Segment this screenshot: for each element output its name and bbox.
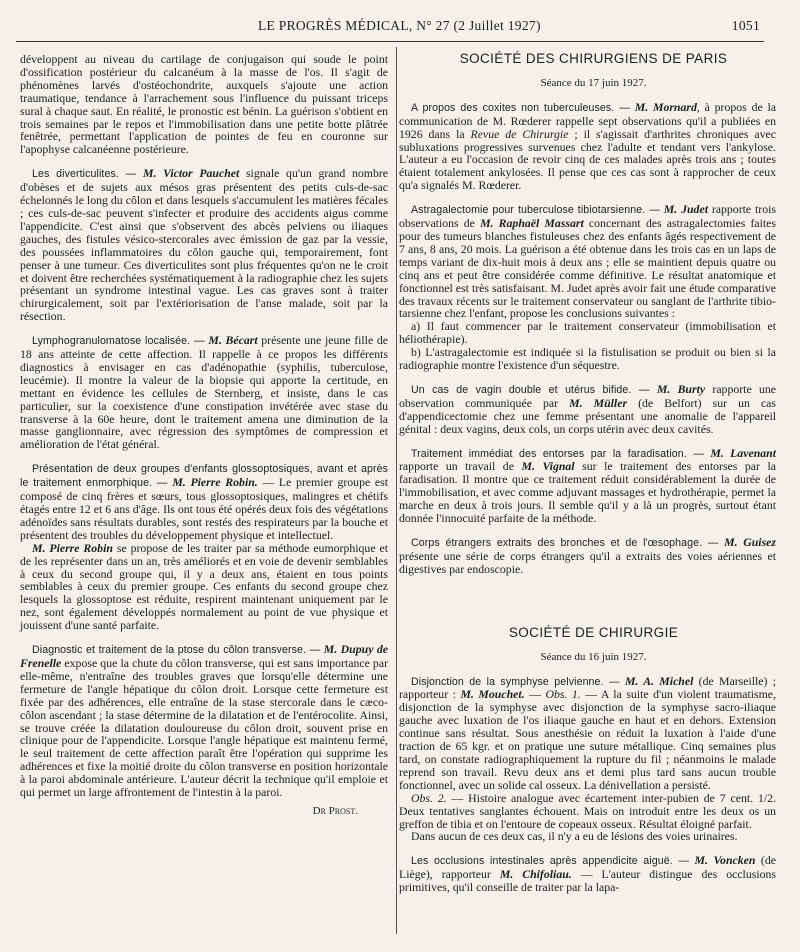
author-name: M. Müller [569, 395, 628, 410]
section-date: Séance du 16 juin 1927. [540, 650, 647, 663]
paragraph-text: — L'auteur distingue des occlusions primitives, qu'il conseille de traiter par la lapa- [399, 867, 776, 895]
section-title-societe-chirurgie: SOCIÉTÉ DE CHIRURGIE [508, 624, 679, 640]
author-name: M. Burty [656, 381, 706, 396]
author-name: M. Pierre Robin. [172, 475, 258, 490]
paragraph-text: sur le traitement des entorses par la faradisation. Il montre que ce traitement réduit considérablement la durée de l'immobilisation, et avec comme adjuvant massages et hydrothérapie, permet la marche en deux à trois jours. Il semble qu'il y a là un progrès, surtout étant donnée l'innocuité parfaite de la méthode. [399, 459, 776, 526]
paragraph-text: — Histoire analogue avec écartement inter-pubien de 7 cent. 1/2. Deux tentatives sanglantes échouent. Mais on introduit entre les deux os un greffon de tibia et on l'entoure de copeaux osseux. Résultat éloigné parfait. [399, 790, 776, 831]
paragraph-lead: Les diverticulites. — [32, 168, 137, 181]
author-name: M. Judet [663, 202, 708, 217]
author-name: M. Victor Pauchet [143, 166, 240, 181]
paragraph-disjonction [399, 675, 776, 792]
paragraph-ptose-colon [20, 643, 388, 799]
author-name: M. Voncken [694, 853, 756, 868]
paragraph-text: se propose de les traiter par sa méthode eumorphique et de les représenter dans un an, très améliorés et en voie de devenir semblables à ceux du second groupe qui, il y a deux ans, étaient en tous points semblables à ceux du premier groupe. Ces enfants du second groupe chez lesquels la glossoptose est réduite, respirent maintenant uniquement par le nez, sont également développés normalement au point de vue physique et jouissent d'une santé parfaite. [20, 540, 389, 633]
paragraph-text: (de Liège), rapporteur [399, 853, 776, 882]
paragraph-text: rapporte une observation communiquée par [399, 381, 777, 410]
author-name: M. Bécart [208, 333, 258, 348]
paragraph-lead: Un cas de vagin double et utérus bifide. — [411, 383, 650, 396]
section-title-chirurgiens-paris: SOCIÉTÉ DES CHIRURGIENS DE PARIS [459, 51, 728, 66]
paragraph-text: rapporte trois observations de [399, 202, 776, 231]
running-header [0, 16, 800, 38]
column-divider [396, 47, 397, 934]
paragraph-text: expose que la chute du côlon transverse, qui est sans importance par elle-même, n'entraîne des troubles graves que lorsqu'elle détermine une fermeture de l'angle hépatique du côlon droit. Lorsque cette fermeture est fixée par des adhérences, elle entraîne de la stase stercorale dans le cæco-côlon ascendant ; la stase détermine de la dilatation et de l'entérocolite. Ainsi, se trouve créée la dilatation douloureuse du côlon droit, souvent prise en clinique pour de l'appendicite. Lorsque l'angle hépatique est maintenu fermé, le seul traitement de cette affection paraît être l'opération qui supprime les adhérences et fixe la moitié droite du côlon transverse en position horizontale à la paroi abdominale antérieure. L'auteur décrit la technique qu'il emploie et qui permet un large affrontement de l'intestin à la paroi. [20, 655, 388, 800]
paragraph-calcaneum: développent au niveau du cartilage de conjugaison qui soude le point d'ossification postérieur du calcanéum à la masse de l'os. Il s'agit de phénomènes larvés d'ostéochondrite, auxquels s'ajoute une action traumatique, tendance à l'arrachement sous l'influence du puissant triceps sural à chaque saut. En réalité, le pronostic est bénin. La guérison s'obtient en trois semaines par le repos et l'immobilisation dans une petite botte plâtrée fenêtrée, permettant l'application de pointes de feu en couronne sur l'apophyse calcanéenne postérieure. [20, 52, 388, 157]
paragraph-text: présente une série de corps étrangers qu'il a extraits des voies aériennes et digestives par endoscopie. [399, 548, 776, 576]
journal-name: Revue de Chirurgie [470, 126, 569, 141]
section-date: Séance du 17 juin 1927. [540, 76, 647, 89]
paragraph-robin-method [20, 542, 388, 632]
paragraph-text: — Le premier groupe est composé de cinq frères et sœurs, tous glossoptosiques, malingres et chétifs étagés entre 12 et 6 ans d'âge. Ils ont tous été opérés deux fois des végétations adénoïdes sans résultats durables, sont restés des respirateurs par la bouche et présentent des troubles du développement physique et intellectuel. [20, 475, 388, 542]
header-rule [16, 41, 764, 42]
paragraph-vagin-double [399, 383, 776, 436]
author-name: M. Raphaël Massart [480, 216, 584, 231]
section-gap [399, 587, 776, 627]
conclusion-b: b) L'astragalectomie est indiquée si la fistulisation se produit ou bien si la radiographie montre l'existence d'un séquestre. [399, 345, 776, 373]
paragraph-voies-urinaires: Dans aucun de ces deux cas, il n'y a eu de lésions des voies urinaires. [411, 829, 738, 844]
journal-title: LE PROGRÈS MÉDICAL, N° 27 (2 Juillet 1927) [258, 18, 541, 33]
paragraph-lead: Traitement immédiat des entorses par la faradisation. — [411, 447, 704, 460]
paragraph-text: rapporte un travail de [399, 459, 522, 474]
paragraph-lead: Disjonction de la symphyse pelvienne. — [411, 675, 620, 688]
paragraph-faradisation [399, 447, 776, 525]
paragraph-astragalectomie [399, 203, 776, 320]
author-name: M. Chifoliau. [499, 867, 572, 882]
paragraph-lymphogranulomatose [20, 334, 388, 451]
paragraph-text: signale qu'un grand nombre d'obèses et de sujets aux mésos gras présentent des petits culs-de-sac échelonnés le long du côlon et dans lesquels s'accumulent les matières fécales ; ces culs-de-sac peuvent s'infecter et produire des accidents aigus comme l'appendicite. C'est ainsi que s'observent des abcès pelviens ou iliaques gauches, des fistules vésico-stercorales avec émission de gaz par la vessie, des poussées inflammatoires du côlon gauche qui, temporairement, font penser à une tumeur. Ces diverticulites sont plus fréquentes qu'on ne le croit et doivent être recherchées systématiquement à la radiographie chez les sujets présentant un syndrome intestinal vague. Les cas graves sont à traiter chirurgicalement, soit par l'extériorisation de l'anse malade, soit par la résection. [20, 166, 389, 324]
paragraph-text: — [524, 687, 546, 702]
observation-label: Obs. 1. [545, 687, 581, 702]
author-name: M. Vignal [521, 459, 575, 474]
paragraph-obs2 [399, 792, 776, 831]
left-column [20, 53, 388, 818]
page-number: 1051 [731, 18, 760, 33]
paragraph-occlusions [399, 854, 776, 894]
paragraph-glossoptose [20, 462, 388, 541]
author-name: M. Guisez [724, 535, 776, 549]
paragraph-lead: A propos des coxites non tuberculeuses. — [411, 101, 630, 114]
conclusion-a: a) Il faut commencer par le traitement conservateur (immobilisation et héliothérapie). [399, 319, 776, 347]
author-name: M. A. Michel [624, 673, 694, 688]
paragraph-diverticulites [20, 167, 388, 323]
signature-text: Dr Prost. [312, 804, 358, 817]
paragraph-lead: Corps étrangers extraits des bronches et de l'œsophage. — [411, 537, 719, 549]
paragraph-text: concernant des astragalectomies faites pour des tumeurs blanches fistuleuses chez des enfants âgés respectivement de 7 ans, 8 ans, 20 mois. La guérison a été obtenue dans les trois cas en un laps de temps variant de dix-huit mois à deux ans ; elle se maintient depuis quatre ou cinq ans et peut être considérée comme définitive. Le résultat anatomique et fonctionnel est très satisfaisant. M. Judet après avoir fait une étude comparative des travaux récents sur le traitement conservateur ou sanglant de l'arthrite tibio-tarsienne chez l'enfant, propose les conclusions suivantes : [399, 216, 776, 321]
signature [20, 805, 388, 818]
author-name: M. Dupuy de Frenelle [20, 642, 389, 670]
paragraph-lead: Diagnostic et traitement de la ptose du côlon transverse. — [32, 644, 321, 657]
paragraph-text: , à propos de la communication de M. Rœderer rappelle sept observations qu'il a publiées en 1926 dans la [399, 99, 777, 141]
paragraph-lead: Astragalectomie pour tuberculose tibiotarsienne. — [411, 204, 660, 217]
paragraph-lead: Lymphogranulomatose localisée. — [32, 335, 205, 348]
paragraph-text: (de Marseille) ; rapporteur : [399, 673, 777, 702]
author-name: M. Pierre Robin [32, 540, 113, 555]
paragraph-text: — A la suite d'un violent traumatisme, disjonction de la symphyse avec disjonction de la symphyse sacro-iliaque gauche avec luxation de l'os iliaque gauche en haut et en dehors. Extension continue sans résultat. Sous anesthésie on réduit la luxation à l'aide d'une traction de 65 kgr. et on pratique une suture métallique. Cinq semaines plus tard, on constate radiographiquement la rupture du fil ; néanmoins le malade reprend son travail. Revu deux ans et demi plus tard sans aucun trouble fonctionnel, avec un solide cal osseux. La dénivellation a persisté. [399, 687, 776, 792]
paragraph-text: (de Belfort) sur un cas d'appendicectomie chez une femme présentant une anomalie de l'appareil génital : deux vagins, deux cols, un corps utérin avec deux cavités. [399, 395, 777, 436]
paragraph-lead: Présentation de deux groupes d'enfants glossoptosiques, avant et après le traitement enmorphique. — [20, 463, 388, 490]
author-name: M. Mouchet. [460, 687, 525, 702]
paragraph-text: ; il s'agissait d'arthrites chroniques avec subluxations progressives survenues chez l'adulte et tendant vers l'ankylose. L'auteur a eu l'occasion de revoir cinq de ces malades après trois ans ; toutes étaient totalement ankylosées. Il pense que ces cas sont à rapprocher de ceux qu'a signalés M. Rœderer. [399, 126, 776, 193]
paragraph-coxites [399, 101, 776, 192]
paragraph-lead: Les occlusions intestinales après appendicite aiguë. — [411, 855, 690, 868]
paragraph-text: présente une jeune fille de 18 ans atteinte de cette affection. Il rappelle à ce propos les différents diagnostics à envisager en cas d'adénopathie (syphilis, tuberculose, leucémie). Il montre la valeur de la biopsie qui apporte la certitude, en mettant en évidence les cellules de Sternberg, et insiste, dans le cas particulier, sur la coexistence d'une constipation invétérée avec stase du transverse à la 60e heure, dont le traitement amena une diminution de la masse ganglionnaire, avec régression des symptômes de compression et amélioration de l'état général. [20, 333, 389, 452]
author-name: M. Mornard [634, 99, 697, 114]
author-name: M. Lavenant [710, 445, 777, 460]
observation-label: Obs. 2. [411, 790, 447, 805]
paragraph-corps-etrangers [399, 536, 776, 576]
right-column [399, 53, 776, 894]
